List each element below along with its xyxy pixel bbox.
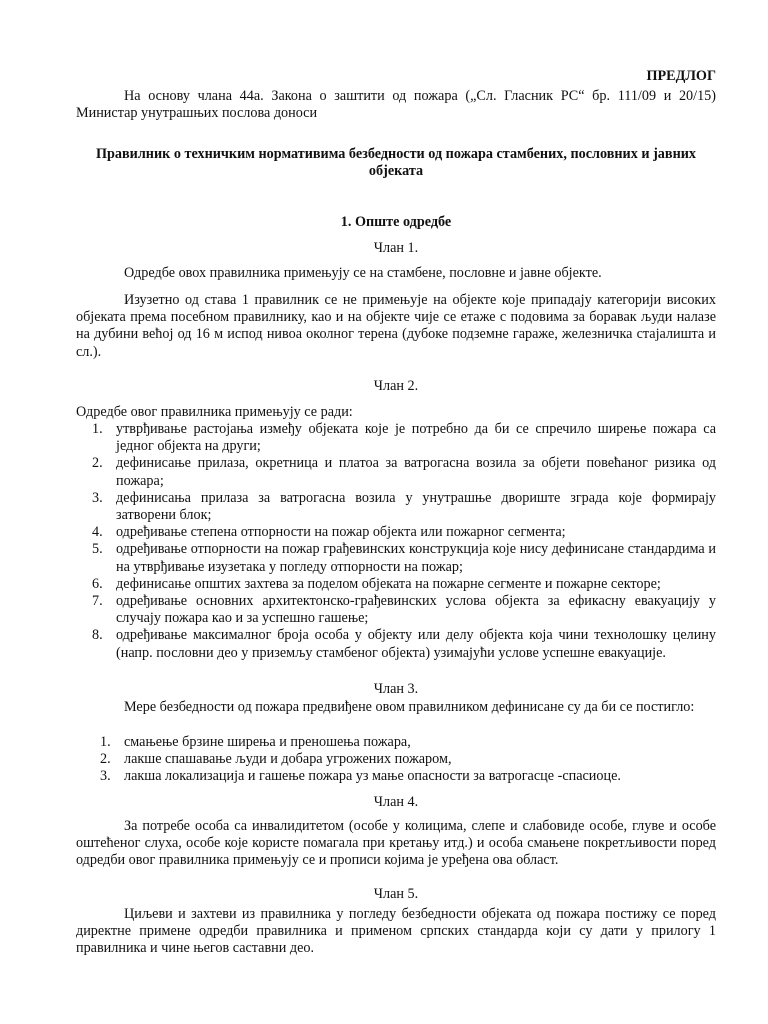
article-3-intro: Мере безбедности од пожара предвиђене овом правилником дефинисане су да би се постигло: <box>124 699 695 715</box>
list-item-text: смањење брзине ширења и преношења пожара, <box>124 734 411 750</box>
article-1-paragraph-2: Изузетно од става 1 правилник се не примењује на објекте које припадају категорији високих објеката према посебном правилнику, као и на објекте чије се етаже с подовима за боравак људи налазе на дубини већој од 16 м испод нивоа околног терена (дубоке подземне гараже, железничка стајалишта и сл.). <box>76 292 716 360</box>
list-item-number: 3. <box>100 768 111 785</box>
article-4-paragraph-1: За потребе особа са инвалидитетом (особе у колицима, слепе и слабовиде особе, глуве и особе оштећеног слуха, особе које користе помагала при кретању итд.) и особа смањене покретљивости поред одредби овог правилника примењују се и прописи којима је уређена ова област. <box>76 818 716 869</box>
article-3-list <box>76 734 716 786</box>
list-item-number: 4. <box>92 524 103 541</box>
list-item-text: одређивање основних архитектонско-грађевинских услова објекта за ефикасну евакуацију у случају пожара као и за успешно гашење; <box>116 593 716 627</box>
document-title: Правилник о техничким нормативима безбедности од пожара стамбених, пословних и јавних објеката <box>95 146 697 180</box>
list-item-number: 3. <box>92 489 103 506</box>
list-item-number: 1. <box>92 421 103 437</box>
article-5-label: Члан 5. <box>373 886 419 902</box>
list-item-number: 6. <box>92 575 103 592</box>
article-2-label: Члан 2. <box>373 378 419 394</box>
list-item <box>76 593 716 627</box>
list-item-number: 8. <box>92 627 103 644</box>
list-item-text: лакше спашавање људи и добара угрожених пожаром, <box>124 751 452 768</box>
list-item <box>76 490 716 524</box>
list-item-number: 5. <box>92 541 103 558</box>
list-item <box>76 768 716 785</box>
list-item <box>76 421 716 455</box>
article-2-list <box>76 421 716 662</box>
list-item-number: 1. <box>100 734 111 750</box>
list-item <box>76 455 716 489</box>
proposal-label: ПРЕДЛОГ <box>646 68 716 84</box>
list-item-text: дефинисања прилаза за ватрогасна возила у унутрашње двориште зграда које формирају затворени блок; <box>116 489 716 524</box>
list-item-text: одређивање отпорности на пожар грађевинских конструкција које нису дефинисане стандардима и на утврђивање изузетака у погледу отпорности на пожар; <box>116 541 716 575</box>
article-5-paragraph-1: Циљеви и захтеви из правилника у погледу безбедности објеката од пожара постижу се поред директне примене одредби правилника и применом српских стандарда који су дати у прилогу 1 правилника и чине његов саставни део. <box>76 906 716 957</box>
list-item-text: одређивање степена отпорности на пожар објекта или пожарног сегмента; <box>116 524 566 541</box>
list-item <box>76 627 716 661</box>
list-item-number: 2. <box>100 751 111 768</box>
article-1-label: Члан 1. <box>373 240 419 256</box>
list-item <box>76 734 716 751</box>
article-4-label: Члан 4. <box>373 794 419 810</box>
list-item <box>76 524 716 541</box>
list-item-number: 2. <box>92 455 103 472</box>
list-item-text: одређивање максималног броја особа у објекту или делу објекта која чини технолошку целину (напр. пословни део у приземљу стамбеног објекта) узимајући услове успешне евакуације. <box>116 627 716 661</box>
list-item-text: лакша локализација и гашење пожара уз мање опасности за ватрогасце -спасиоце. <box>124 768 621 785</box>
section-heading: 1. Опште одредбе <box>340 214 452 230</box>
article-1-paragraph-1: Одредбе овох правилника примењују се на стамбене, пословне и јавне објекте. <box>124 265 602 281</box>
list-item <box>76 541 716 575</box>
list-item-text: дефинисање општих захтева за поделом објеката на пожарне сегменте и пожарне секторе; <box>116 575 661 592</box>
article-3-label: Члан 3. <box>373 681 419 697</box>
list-item <box>76 751 716 768</box>
list-item-number: 7. <box>92 593 103 610</box>
list-item-text: утврђивање растојања између објеката које је потребно да би се спречило ширење пожара са једног објекта на други; <box>116 421 716 455</box>
article-2-intro: Одредбе овог правилника примењују се ради: <box>76 404 353 420</box>
list-item <box>76 576 716 593</box>
preamble: На основу члана 44а. Закона о заштити од пожара („Сл. Гласник РС“ бр. 111/09 и 20/15) Министар унутрашњих послова доноси <box>76 88 716 122</box>
list-item-text: дефинисање прилаза, окретница и платоа за ватрогасна возила за објети повећаног ризика од пожара; <box>116 455 716 489</box>
